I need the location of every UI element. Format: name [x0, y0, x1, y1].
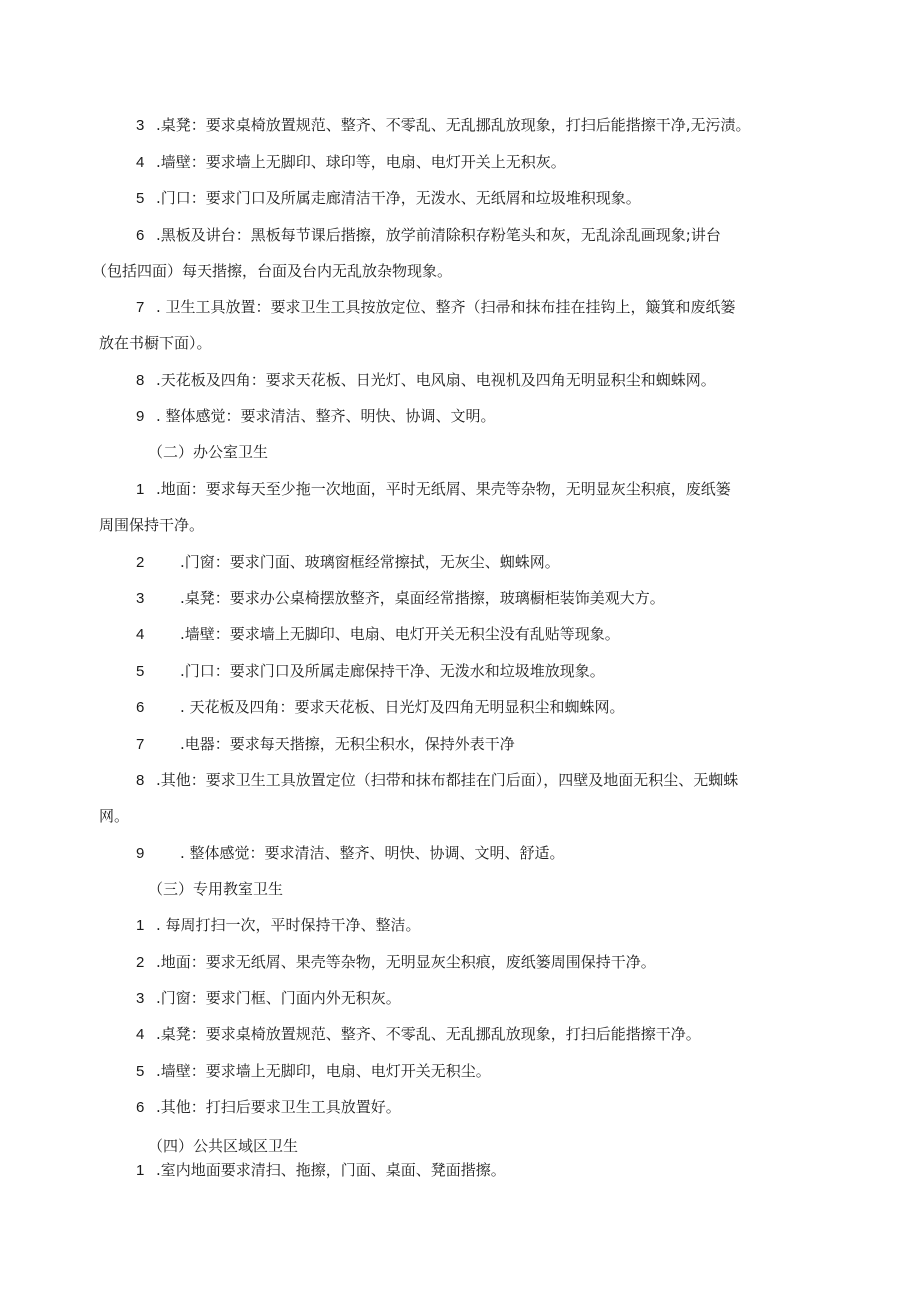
office-item-1 [0, 479, 731, 500]
item-text: .黑板及讲台：黑板每节课后揩擦，放学前清除积存粉笔头和灰，无乱涂乱画现象;讲台 [156, 226, 721, 244]
item-text: . 整体感觉：要求清洁、整齐、明快、协调、文明。 [156, 407, 496, 425]
classroom-item-7-continued [99, 333, 212, 353]
item-number: 3 [136, 117, 145, 134]
classroom-item-5 [0, 188, 641, 209]
public-item-1 [0, 1160, 506, 1181]
item-text: .桌凳：要求桌椅放置规范、整齐、不零乱、无乱挪乱放现象，打扫后能揩擦干净。 [156, 1025, 701, 1043]
item-number: 2 [136, 554, 145, 571]
special-item-3 [0, 988, 401, 1009]
classroom-item-3 [0, 115, 751, 136]
item-text: .室内地面要求清扫、拖擦，门面、桌面、凳面揩擦。 [156, 1161, 506, 1179]
item-number: 3 [136, 590, 145, 607]
item-number: 4 [136, 1026, 145, 1043]
item-text: .门窗：要求门框、门面内外无积灰。 [156, 989, 401, 1007]
office-item-4 [0, 624, 620, 645]
item-number: 9 [136, 408, 145, 425]
special-item-4 [0, 1024, 701, 1045]
classroom-item-6 [0, 225, 721, 246]
office-item-5 [0, 661, 605, 682]
item-text: .地面：要求每天至少拖一次地面，平时无纸屑、果壳等杂物，无明显灰尘积痕，废纸篓 [156, 480, 731, 498]
item-text: .门口：要求门口及所属走廊保持干净、无泼水和垃圾堆放现象。 [180, 662, 605, 680]
office-item-8 [0, 770, 738, 791]
item-number: 7 [136, 299, 145, 316]
item-number: 5 [136, 1063, 145, 1080]
item-text: .天花板及四角：要求天花板、日光灯、电风扇、电视机及四角无明显积尘和蜘蛛网。 [156, 371, 716, 389]
item-text: .墙壁：要求墙上无脚印、球印等，电扇、电灯开关上无积灰。 [156, 153, 566, 171]
item-text: .门口：要求门口及所属走廊清洁干净，无泼水、无纸屑和垃圾堆积现象。 [156, 189, 641, 207]
classroom-item-4 [0, 152, 566, 173]
item-text-continued: 网。 [99, 807, 130, 825]
special-item-1 [0, 915, 421, 936]
item-number: 1 [136, 917, 145, 934]
special-item-6 [0, 1097, 401, 1118]
classroom-item-8 [0, 370, 716, 391]
office-item-2 [0, 552, 560, 573]
public-section-heading [148, 1136, 298, 1156]
item-text: .墙壁：要求墙上无脚印，电扇、电灯开关无积尘。 [156, 1062, 491, 1080]
special-section-heading [148, 879, 283, 899]
item-text: . 整体感觉：要求清洁、整齐、明快、协调、文明、舒适。 [180, 844, 565, 862]
special-item-2 [0, 952, 656, 973]
office-item-3 [0, 588, 665, 609]
item-text-continued: 周围保持干净。 [99, 516, 205, 534]
item-number: 1 [136, 1162, 145, 1179]
item-text: .地面：要求无纸屑、果壳等杂物，无明显灰尘积痕，废纸篓周围保持干净。 [156, 953, 656, 971]
item-number: 9 [136, 845, 145, 862]
item-number: 1 [136, 481, 145, 498]
special-item-5 [0, 1061, 491, 1082]
item-number: 5 [136, 663, 145, 680]
heading-text: （四）公共区域区卫生 [148, 1137, 299, 1155]
office-section-heading [148, 442, 268, 462]
item-text: .电器：要求每天揩擦，无积尘积水，保持外表干净 [180, 735, 515, 753]
item-text: .其他：打扫后要求卫生工具放置好。 [156, 1098, 401, 1116]
office-item-8-continued [99, 806, 129, 826]
item-text: .墙壁：要求墙上无脚印、电扇、电灯开关无积尘没有乱贴等现象。 [180, 625, 620, 643]
item-text: .其他：要求卫生工具放置定位（扫带和抹布都挂在门后面），四壁及地面无积尘、无蜘蛛 [156, 771, 739, 789]
item-text: . 天花板及四角：要求天花板、日光灯及四角无明显积尘和蜘蛛网。 [180, 698, 625, 716]
item-number: 4 [136, 626, 145, 643]
heading-text: （三）专用教室卫生 [148, 880, 284, 898]
item-number: 8 [136, 372, 145, 389]
office-item-9 [0, 843, 565, 864]
item-number: 6 [136, 227, 145, 244]
item-text: . 每周打扫一次，平时保持干净、整洁。 [156, 916, 421, 934]
office-item-1-continued [99, 515, 204, 535]
classroom-item-6-continued [92, 261, 452, 281]
office-item-6 [0, 697, 625, 718]
item-number: 8 [136, 772, 145, 789]
item-number: 4 [136, 154, 145, 171]
heading-text: （二）办公室卫生 [148, 443, 269, 461]
classroom-item-9 [0, 406, 496, 427]
item-text-continued: 放在书橱下面）。 [99, 334, 212, 352]
item-number: 5 [136, 190, 145, 207]
item-number: 3 [136, 990, 145, 1007]
item-number: 6 [136, 699, 145, 716]
item-number: 2 [136, 954, 145, 971]
item-text: . 卫生工具放置：要求卫生工具按放定位、整齐（扫帚和抹布挂在挂钩上，簸箕和废纸篓 [156, 298, 736, 316]
item-number: 6 [136, 1099, 145, 1116]
item-text: .桌凳：要求办公桌椅摆放整齐，桌面经常揩擦，玻璃橱柜装饰美观大方。 [180, 589, 665, 607]
office-item-7 [0, 734, 515, 755]
item-text-continued: （包括四面）每天揩擦，台面及台内无乱放杂物现象。 [92, 262, 453, 280]
item-number: 7 [136, 736, 145, 753]
classroom-item-7 [0, 297, 736, 318]
item-text: .桌凳：要求桌椅放置规范、整齐、不零乱、无乱挪乱放现象，打扫后能揩擦干净,无污渍。 [156, 116, 751, 134]
item-text: .门窗：要求门面、玻璃窗框经常擦拭，无灰尘、蜘蛛网。 [180, 553, 560, 571]
